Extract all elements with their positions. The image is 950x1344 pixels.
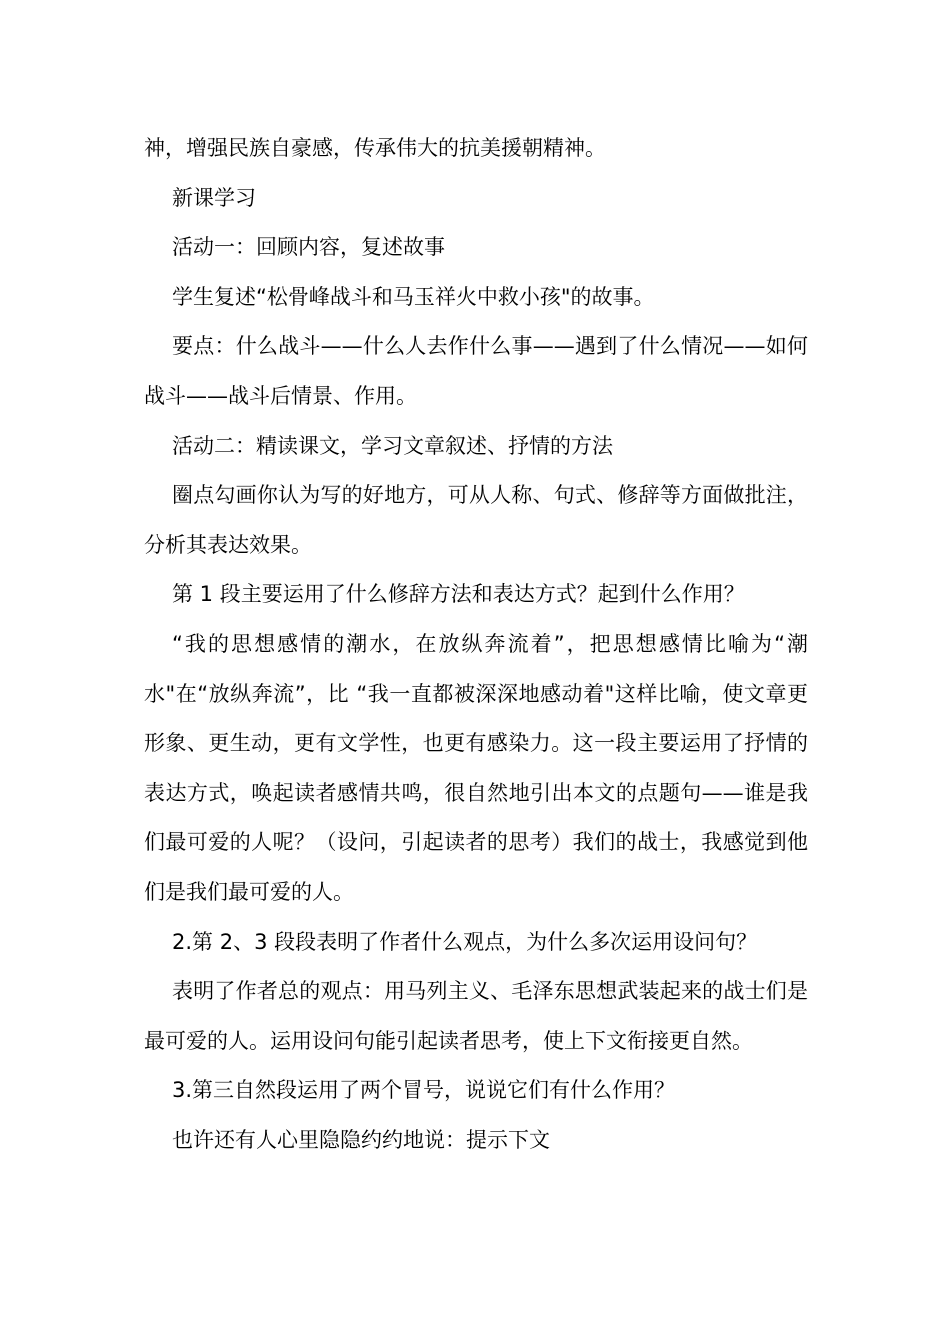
section-heading: 新课学习: [172, 185, 256, 210]
answer: “我的思想感情的潮水，在放纵奔流着”，把思想感情比喻为“潮水"在“放纵奔流”，比 “我一直都被深深地感动着"这样比喻，使文章更形象、更生动，更有文学性，也更有感染力。这一段主要运用了抒情的表达方式，唤起读者感情共鸣，很自然地引出本文的点题句——谁是我们最可爱的人呢？（设问，引起读者的思考）我们的战士，我感觉到他们是我们最可爱的人。: [144, 631, 808, 904]
question: 2.第 2、3 段段表明了作者什么观点，为什么多次运用设问句？: [172, 929, 758, 954]
question: 3.第三自然段运用了两个冒号，说说它们有什么作用？: [172, 1078, 676, 1103]
question: 第 1 段主要运用了什么修辞方法和表达方式？起到什么作用？: [172, 582, 745, 607]
paragraph: 学生复述“松骨峰战斗和马玉祥火中救小孩"的故事。: [172, 284, 655, 309]
paragraph: 圈点勾画你认为写的好地方，可从人称、句式、修辞等方面做批注，分析其表达效果。: [144, 483, 808, 557]
answer: 表明了作者总的观点：用马列主义、毛泽东思想武装起来的战士们是最可爱的人。运用设问句能引起读者思考，使上下文衔接更自然。: [144, 979, 808, 1053]
answer: 也许还有人心里隐隐约约地说：提示下文: [172, 1127, 550, 1152]
activity-heading: 活动二：精读课文，学习文章叙述、抒情的方法: [172, 433, 613, 458]
document-body: [144, 124, 808, 1165]
activity-heading: 活动一：回顾内容，复述故事: [172, 235, 445, 260]
paragraph: 神，增强民族自豪感，传承伟大的抗美援朝精神。: [144, 136, 606, 160]
paragraph: 要点：什么战斗——什么人去作什么事——遇到了什么情况——如何战斗——战斗后情景、作用。: [144, 334, 808, 408]
